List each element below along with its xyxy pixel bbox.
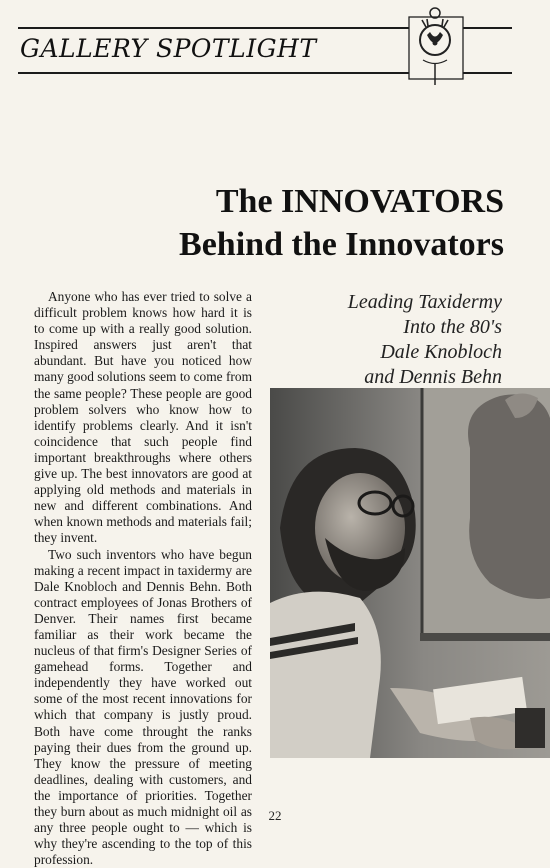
article-headline [179,180,504,266]
headline-line: Behind the Innovators [179,223,504,266]
section-title: GALLERY SPOTLIGHT [20,34,317,63]
article-body [34,289,252,868]
artist-photo [270,388,550,758]
headline-line: The INNOVATORS [179,180,504,223]
subhead-line: Into the 80's [348,315,502,340]
subhead-line: Leading Taxidermy [348,290,502,315]
article-subhead [348,290,502,390]
subhead-line: Dale Knobloch [348,340,502,365]
body-paragraph: Two such inventors who have begun making a recent impact in taxidermy are Dale Knobloch and Dennis Behn. Both contract employees of Jonas Brothers of Denver. Their names first became familiar as their work became the nucleus of that firm's Designer Series of gamehead forms. Together and independently they have worked out some of the most recent innovations for which that company is justly proud. Both have come throught the ranks paying their dues from the ground up. They know the pressure of meeting deadlines, dealing with customers, and the importance of priorities. Together they burn about as much midnight oil as any three people ought to — which is why they're ascending to the top of this profession. [34,547,252,868]
gallery-logo-icon [405,5,465,85]
body-paragraph: Anyone who has ever tried to solve a difficult problem knows how hard it is to come up with a really good solution. Inspired answers just aren't that abundant. But have you noticed how many good solutions seem to come from the same people? These people are good problem solvers who know how to identify problems clearly. And it isn't coincidence that such people find important breakthroughs where others give up. The best innovators are good at applying old methods and materials in new and different combinations. And when known methods and materials fail; they invent. [34,289,252,547]
page-number: 22 [0,808,550,824]
subhead-line: and Dennis Behn [348,365,502,390]
